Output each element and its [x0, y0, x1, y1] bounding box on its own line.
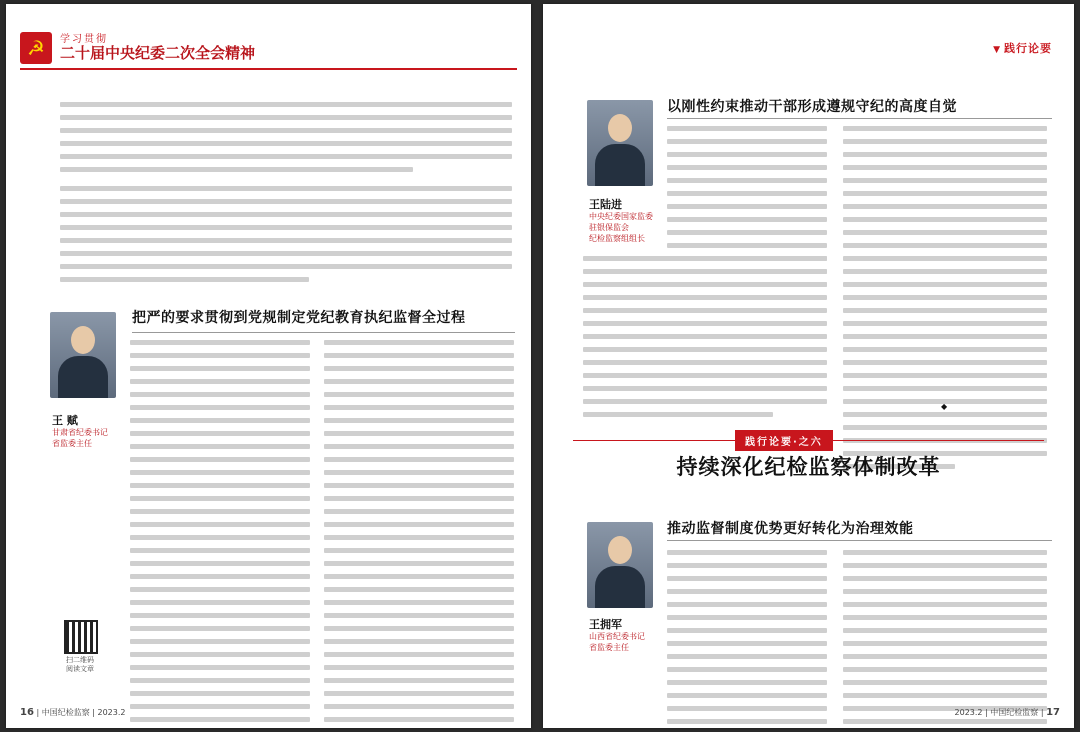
body-column-4: [843, 550, 1047, 728]
article-title: 把严的要求贯彻到党规制定党纪教育执纪监督全过程: [132, 310, 466, 326]
article-title-top: 以刚性约束推动干部形成遵规守纪的高度自觉: [667, 99, 957, 115]
section-title: 持续深化纪检监察体制改革: [676, 455, 941, 479]
right-page: [543, 4, 1074, 728]
section-label-wrap: [735, 430, 833, 451]
column-tag: [993, 40, 1052, 56]
footer-magazine: 中国纪检监察: [41, 708, 90, 717]
title-rule: [667, 118, 1052, 119]
page-footer: 2023.2 | 中国纪检监察 | 17: [954, 707, 1060, 718]
body-column-2: [324, 340, 514, 728]
title-rule: [132, 332, 515, 333]
page-number: 16: [20, 707, 34, 718]
end-mark-icon: ◆: [941, 402, 948, 411]
footer-issue: 2023.2: [954, 708, 983, 717]
page-footer: 16 | 中国纪检监察 | 2023.2: [20, 707, 126, 718]
section-label: 践行论要·之六: [735, 430, 833, 451]
footer-issue: 2023.2: [97, 708, 126, 717]
author-name: 王 赋: [52, 414, 78, 427]
author-title: 山西省纪委书记 省监委主任: [589, 632, 645, 652]
page-number: 17: [1046, 707, 1060, 718]
author-title: 甘肃省纪委书记 省监委主任: [52, 428, 108, 448]
column-banner: [20, 32, 255, 64]
author-photo: [587, 522, 653, 608]
footer-magazine: 中国纪检监察: [990, 708, 1039, 717]
header-rule: [20, 68, 517, 70]
author-title: 中央纪委国家监委 驻银保监会 纪检监察组组长: [589, 212, 653, 243]
column-title: 二十届中央纪委二次全会精神: [60, 44, 256, 63]
triangle-marker-icon: ▼: [993, 45, 1001, 55]
author-name: 王陆进: [589, 198, 622, 211]
column-tag-label: 践行论要: [1004, 42, 1052, 55]
title-rule: [667, 540, 1052, 541]
author-photo: [587, 100, 653, 186]
body-column-3: [667, 550, 827, 728]
column-subtitle: 学习贯彻: [60, 34, 108, 46]
body-column-1b: [583, 256, 827, 425]
author-name: 王拥军: [589, 618, 622, 631]
qr-code-icon[interactable]: [64, 620, 98, 654]
qr-label: 扫二维码 阅读文章: [66, 656, 94, 674]
article-title-bottom: 推动监督制度优势更好转化为治理效能: [667, 521, 914, 537]
body-column-1: [130, 340, 310, 728]
left-page: [6, 4, 531, 728]
body-column-2: [843, 126, 1047, 477]
author-photo: [50, 312, 116, 398]
party-emblem-icon: ☭: [20, 32, 52, 64]
intro-text-block: [60, 102, 512, 290]
